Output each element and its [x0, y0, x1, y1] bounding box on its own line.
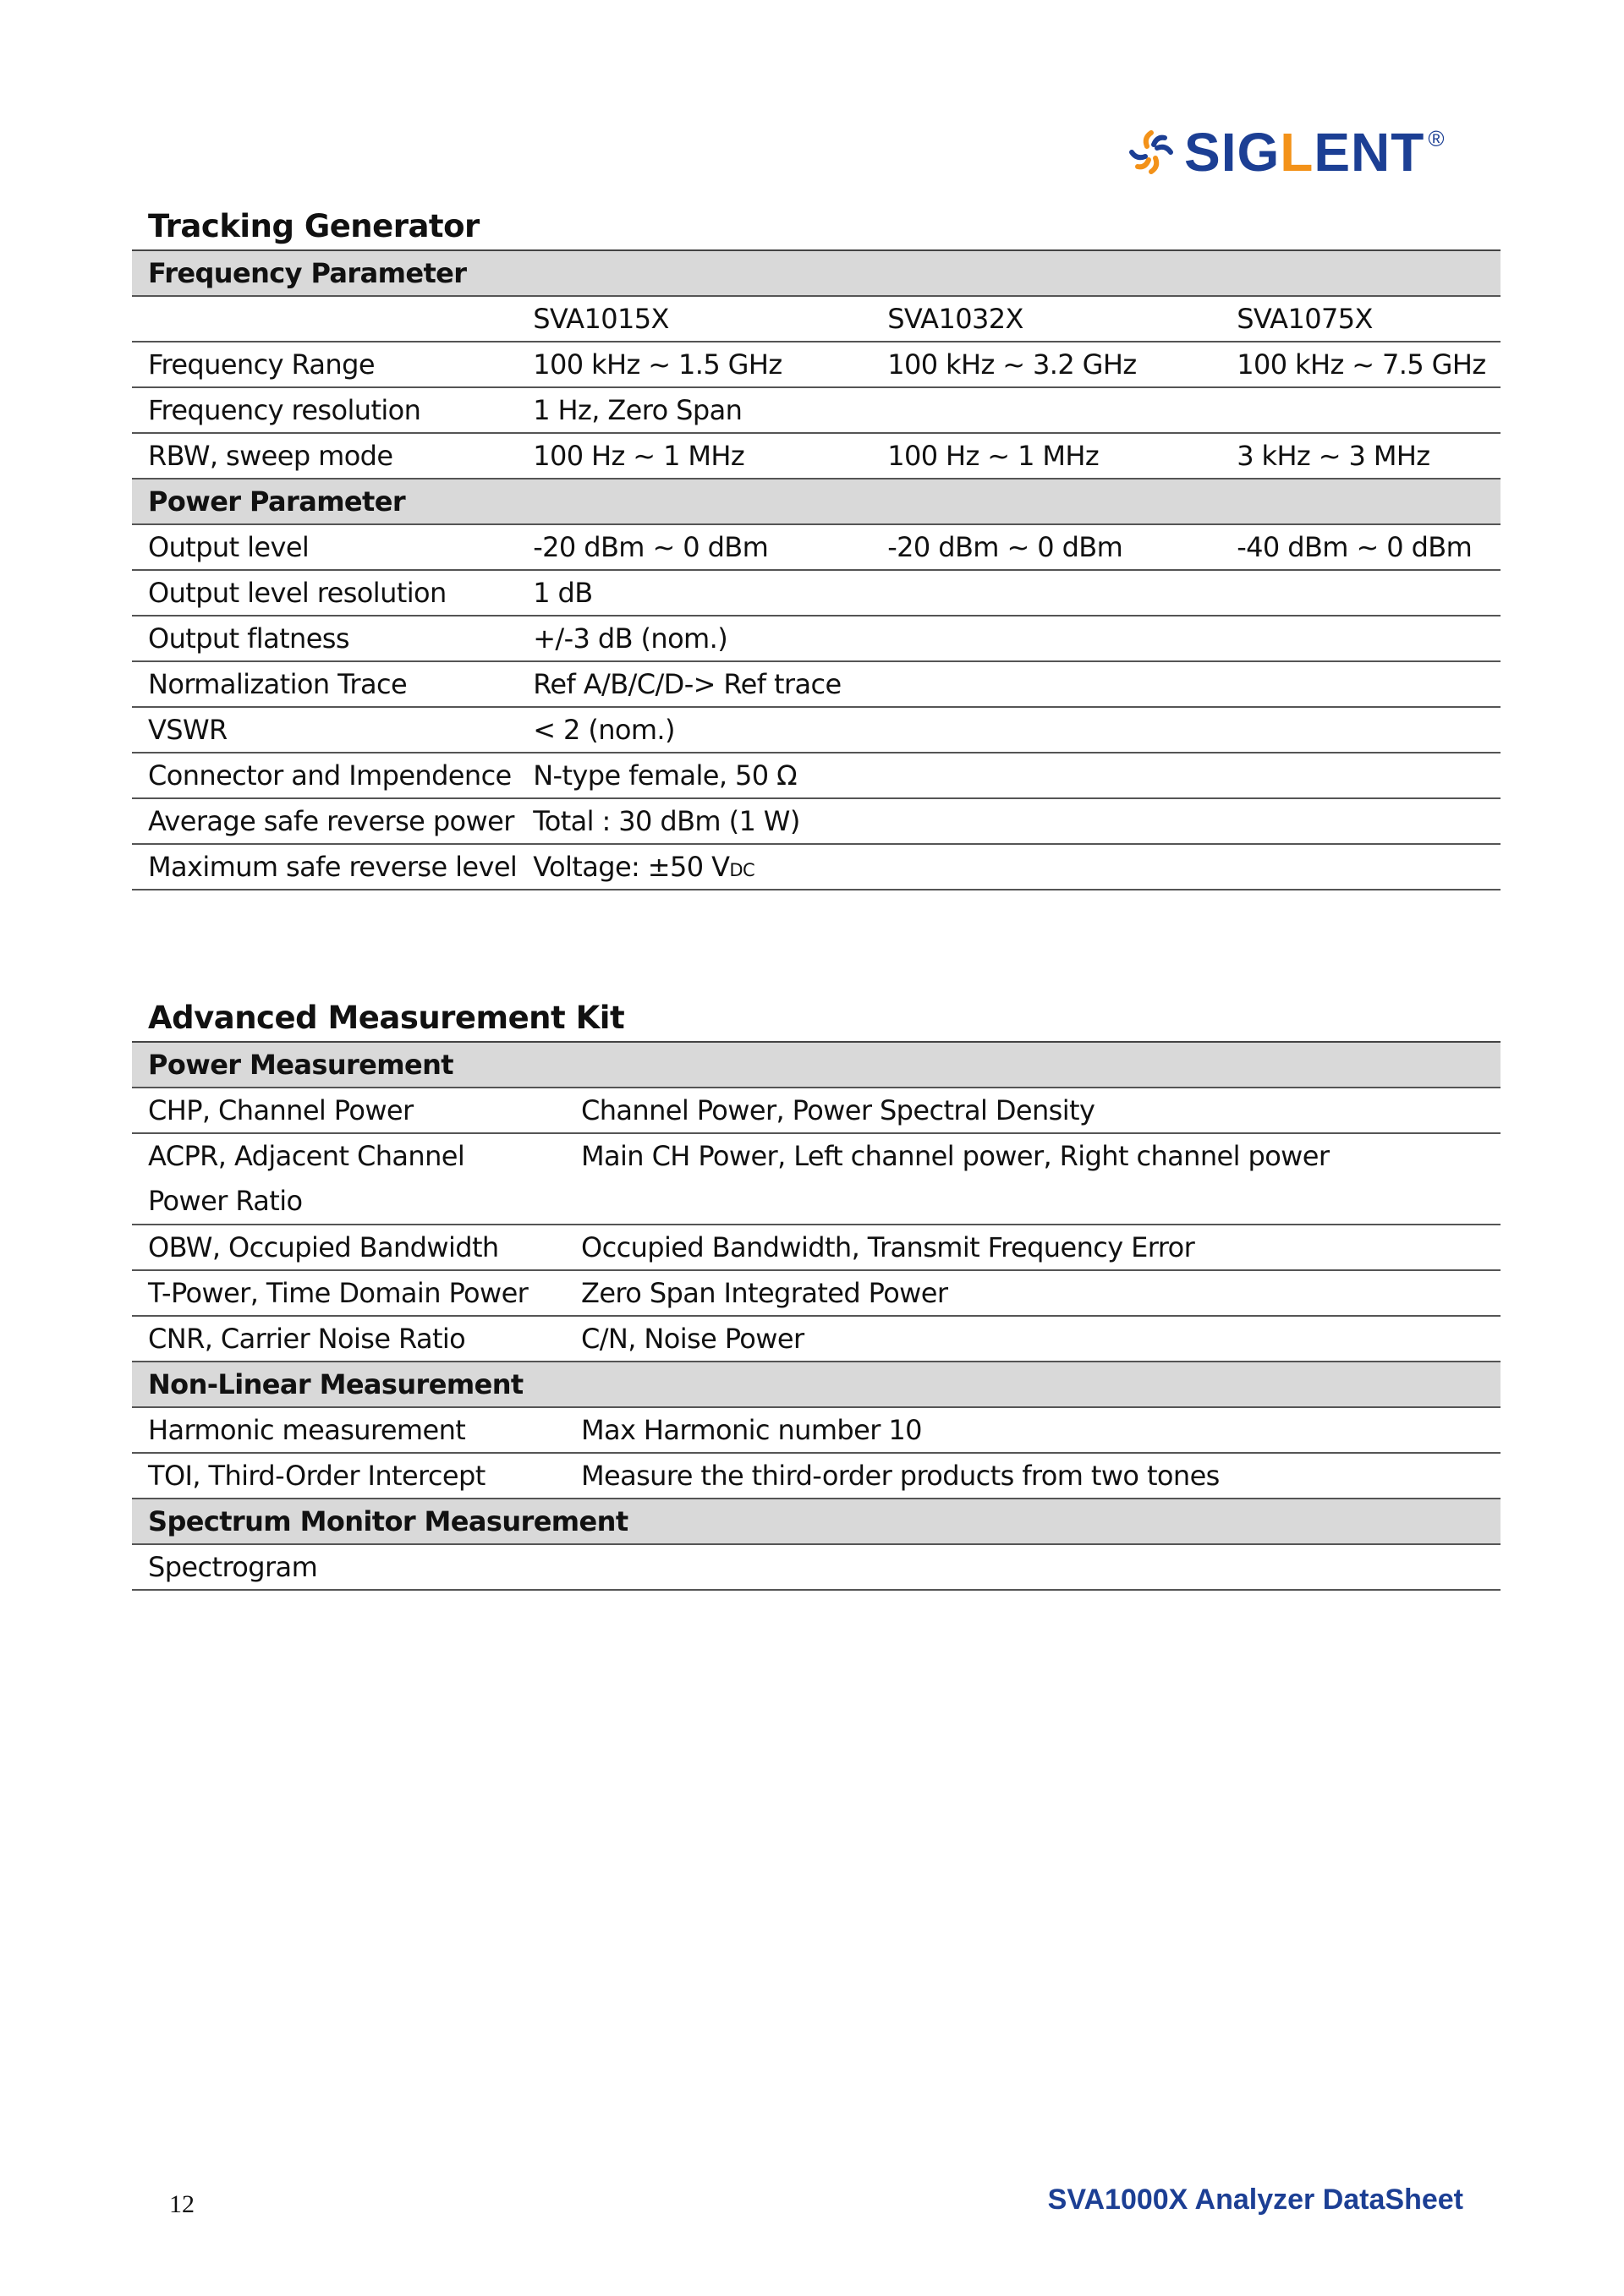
measurement-value: Channel Power, Power Spectral Density	[565, 1088, 1501, 1133]
table-row	[132, 753, 1501, 798]
param-value: N-type female, 50 Ω	[517, 753, 1501, 798]
table-row	[132, 1453, 1501, 1499]
measurement-name: Spectrogram	[132, 1544, 565, 1590]
table-row	[132, 1544, 1501, 1590]
table-row	[132, 616, 1501, 661]
section-title-advanced-measurement-kit: Advanced Measurement Kit	[148, 1000, 625, 1036]
measurement-name: T-Power, Time Domain Power	[132, 1270, 565, 1316]
param-value: -40 dBm ~ 0 dBm	[1221, 524, 1501, 570]
param-name: RBW, sweep mode	[132, 433, 517, 479]
page-number: 12	[169, 2190, 195, 2218]
param-name: VSWR	[132, 707, 517, 753]
logo-part: ENT	[1314, 122, 1425, 183]
advanced-measurement-table	[132, 1041, 1501, 1591]
table-row	[132, 1270, 1501, 1316]
measurement-value: Occupied Bandwidth, Transmit Frequency Error	[565, 1225, 1501, 1270]
param-name: Maximum safe reverse level	[132, 844, 517, 890]
param-value: 100 Hz ~ 1 MHz	[517, 433, 871, 479]
table-row	[132, 524, 1501, 570]
param-name: Frequency resolution	[132, 387, 517, 433]
group-label: Spectrum Monitor Measurement	[132, 1499, 1501, 1544]
param-value: 100 kHz ~ 3.2 GHz	[871, 342, 1221, 387]
param-value	[871, 387, 1221, 433]
measurement-value: Main CH Power, Left channel power, Right channel power	[565, 1133, 1501, 1225]
measurement-name: TOI, Third-Order Intercept	[132, 1453, 565, 1499]
value-subscript: DC	[729, 860, 755, 880]
table-row-models	[132, 296, 1501, 342]
group-label: Power Parameter	[132, 479, 1501, 524]
table-row	[132, 844, 1501, 890]
table-row	[132, 1316, 1501, 1362]
table-row	[132, 1407, 1501, 1453]
param-name: Output level	[132, 524, 517, 570]
param-value	[517, 844, 1501, 890]
table-row	[132, 433, 1501, 479]
model-header: SVA1075X	[1221, 296, 1501, 342]
measurement-value: Max Harmonic number 10	[565, 1407, 1501, 1453]
table-row	[132, 1225, 1501, 1270]
table-row	[132, 798, 1501, 844]
table-row	[132, 1088, 1501, 1133]
group-label: Frequency Parameter	[132, 250, 1501, 296]
siglent-logo	[1125, 123, 1445, 182]
group-label: Power Measurement	[132, 1042, 1501, 1088]
table-row	[132, 387, 1501, 433]
param-name: Normalization Trace	[132, 661, 517, 707]
param-value	[1221, 387, 1501, 433]
model-header: SVA1015X	[517, 296, 871, 342]
table-row	[132, 570, 1501, 616]
table-row	[132, 342, 1501, 387]
group-header-frequency-parameter	[132, 250, 1501, 296]
param-name: Output flatness	[132, 616, 517, 661]
group-label: Non-Linear Measurement	[132, 1362, 1501, 1407]
param-name: Output level resolution	[132, 570, 517, 616]
measurement-value: Measure the third-order products from two tones	[565, 1453, 1501, 1499]
group-header-power-parameter	[132, 479, 1501, 524]
empty-cell	[132, 296, 517, 342]
group-header-non-linear-measurement	[132, 1362, 1501, 1407]
param-name: Average safe reverse power	[132, 798, 517, 844]
param-value: 1 Hz, Zero Span	[517, 387, 871, 433]
param-value: 1 dB	[517, 570, 1501, 616]
param-value: 100 kHz ~ 7.5 GHz	[1221, 342, 1501, 387]
measurement-name: CNR, Carrier Noise Ratio	[132, 1316, 565, 1362]
measurement-value: C/N, Noise Power	[565, 1316, 1501, 1362]
value-text: Voltage: ±50 V	[533, 851, 730, 883]
param-value: 100 kHz ~ 1.5 GHz	[517, 342, 871, 387]
table-row	[132, 1133, 1501, 1225]
measurement-name: Harmonic measurement	[132, 1407, 565, 1453]
param-value: 3 kHz ~ 3 MHz	[1221, 433, 1501, 479]
model-header: SVA1032X	[871, 296, 1221, 342]
param-value: 100 Hz ~ 1 MHz	[871, 433, 1221, 479]
param-name: Frequency Range	[132, 342, 517, 387]
group-header-power-measurement	[132, 1042, 1501, 1088]
measurement-name: ACPR, Adjacent Channel Power Ratio	[132, 1133, 565, 1225]
registered-mark: ®	[1428, 126, 1445, 151]
document-title: SVA1000X Analyzer DataSheet	[1047, 2184, 1463, 2216]
measurement-name: OBW, Occupied Bandwidth	[132, 1225, 565, 1270]
param-value: Total : 30 dBm (1 W)	[517, 798, 1501, 844]
logo-wordmark	[1184, 122, 1425, 183]
table-row	[132, 661, 1501, 707]
section-title-tracking-generator: Tracking Generator	[148, 208, 480, 244]
tracking-generator-table	[132, 249, 1501, 890]
siglent-swirl-icon	[1125, 126, 1177, 178]
param-value: +/-3 dB (nom.)	[517, 616, 1501, 661]
measurement-value: Zero Span Integrated Power	[565, 1270, 1501, 1316]
group-header-spectrum-monitor-measurement	[132, 1499, 1501, 1544]
param-value: < 2 (nom.)	[517, 707, 1501, 753]
measurement-value	[565, 1544, 1501, 1590]
measurement-name: CHP, Channel Power	[132, 1088, 565, 1133]
param-value: -20 dBm ~ 0 dBm	[871, 524, 1221, 570]
param-value: -20 dBm ~ 0 dBm	[517, 524, 871, 570]
param-name: Connector and Impendence	[132, 753, 517, 798]
logo-part: SIG	[1184, 122, 1281, 183]
param-value: Ref A/B/C/D-> Ref trace	[517, 661, 1501, 707]
table-row	[132, 707, 1501, 753]
logo-accent-letter: L	[1280, 122, 1314, 183]
